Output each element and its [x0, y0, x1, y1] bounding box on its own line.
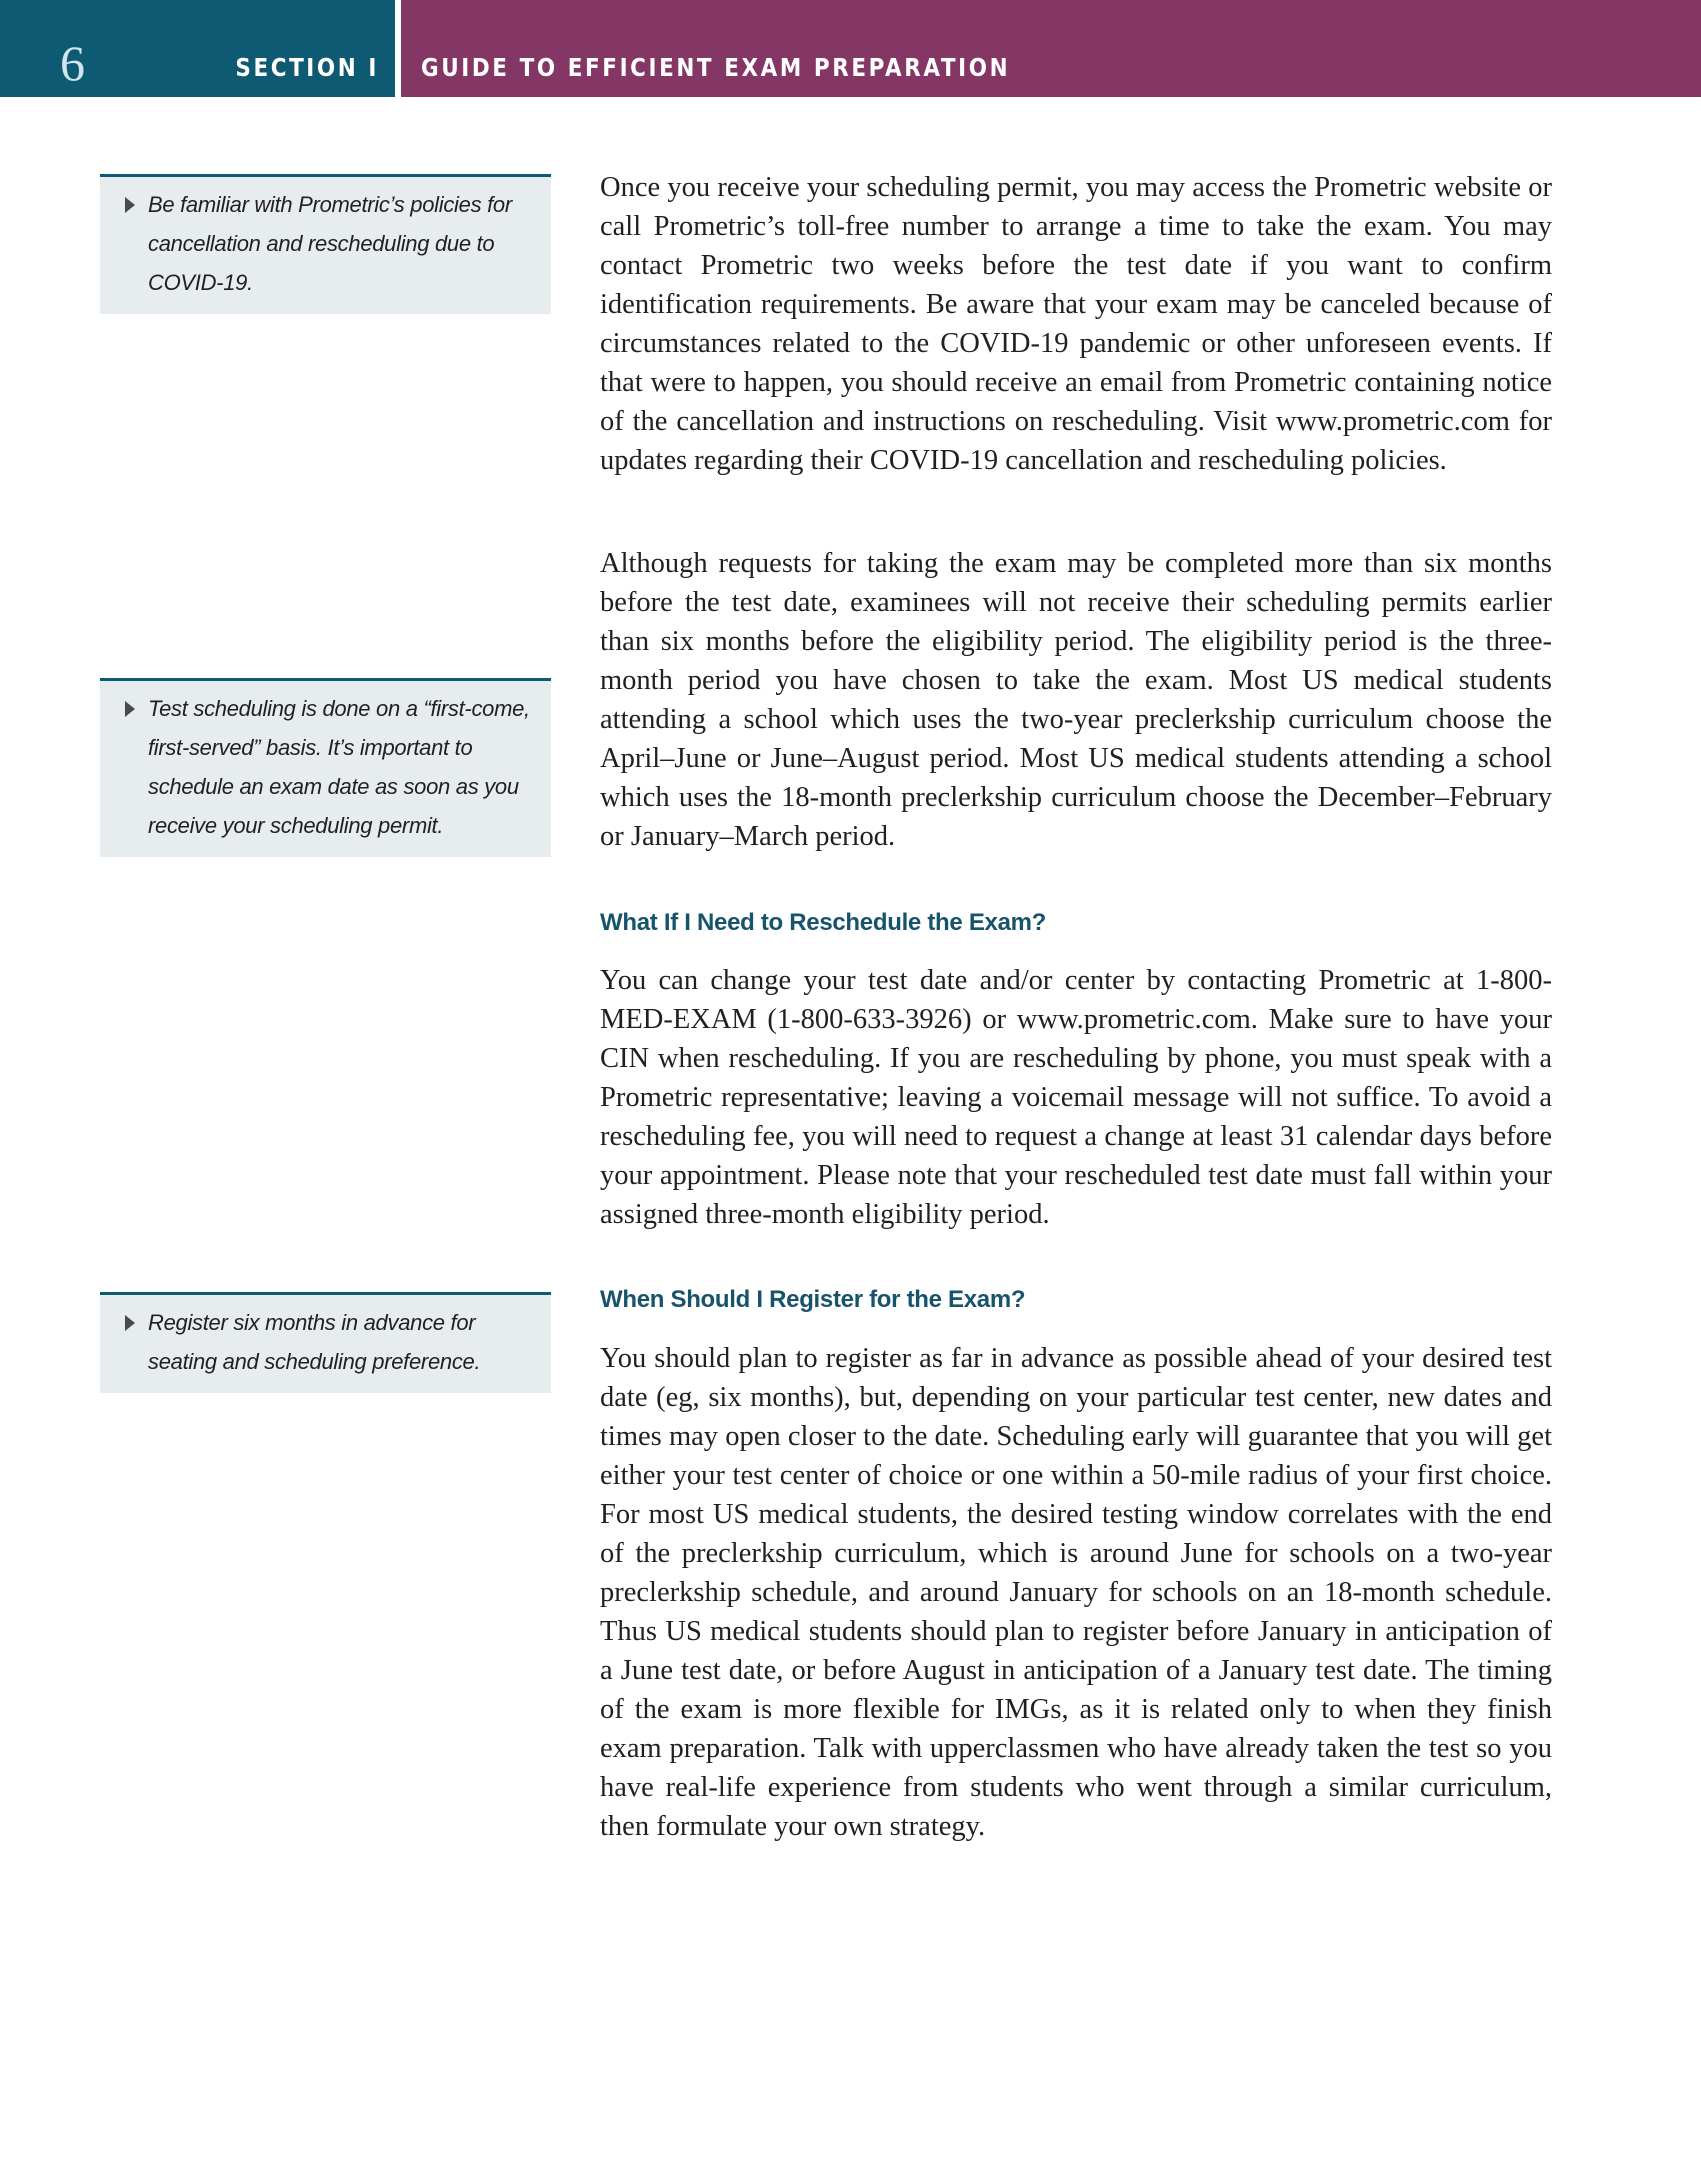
header-section-band — [0, 0, 395, 97]
section-heading: When Should I Register for the Exam? — [600, 1286, 1026, 1313]
body-paragraph: Although requests for taking the exam may be completed more than six months before the test date, examinees will not receive their scheduling permits earlier than six months before the eligibility period. The eligibility period is the three-month period you have chosen to take the exam. Most US medical students attending a school which uses the two-year preclerkship curriculum choose the April–June or June–August period. Most US medical students attending a school which uses the 18-month preclerkship curriculum choose the December–February or January–March period. — [600, 548, 1552, 852]
sidebar-note-text: Test scheduling is done on a “first-come, first-served” basis. It’s important to schedule an exam date as soon as you receive your scheduling permit. — [148, 696, 530, 838]
triangle-bullet-icon — [125, 197, 135, 213]
body-paragraph: Once you receive your scheduling permit, you may access the Prometric website or call Prometric’s toll-free number to arrange a time to take the exam. You may contact Prometric two weeks before the test date if you want to confirm identification requirements. Be aware that your exam may be canceled because of circumstances related to the COVID-19 pandemic or other unforeseen events. If that were to happen, you should receive an email from Prometric containing notice of the cancellation and instructions on rescheduling. Visit www.prometric.com for updates regarding their COVID-19 cancellation and rescheduling policies. — [600, 172, 1552, 476]
body-paragraph: You should plan to register as far in advance as possible ahead of your desired test date (eg, six months), but, depending on your particular test center, new dates and times may open closer to the date. Scheduling early will guarantee that you will get either your test center of choice or one within a 50-mile radius of your first choice. For most US medical students, the desired testing window correlates with the end of the preclerkship curriculum, which is around June for schools on a two-year preclerkship schedule, and around January for schools on an 18-month schedule. Thus US medical students should plan to register before January in anticipation of a June test date, or before August in anticipation of a January test date. The timing of the exam is more flexible for IMGs, as it is related only to when they finish exam preparation. Talk with upperclassmen who have already taken the test so you have real-life experience from students who went through a similar curriculum, then formulate your own strategy. — [600, 1343, 1552, 1842]
body-paragraph: You can change your test date and/or center by contacting Prometric at 1-800-MED-EXAM (1-800-633-3926) or www.prometric.com. Make sure to have your CIN when rescheduling. If you are rescheduling by phone, you must speak with a Prometric representative; leaving a voicemail message will not suffice. To avoid a rescheduling fee, you will need to request a change at least 31 calendar days before your appointment. Please note that your rescheduled test date must fall within your assigned three-month eligibility period. — [600, 965, 1552, 1230]
header-chapter-band — [401, 0, 1701, 97]
triangle-bullet-icon — [125, 1315, 135, 1331]
section-heading: What If I Need to Reschedule the Exam? — [600, 909, 1047, 936]
sidebar-note-text: Be familiar with Prometric’s policies for cancellation and rescheduling due to COVID-19. — [148, 192, 512, 295]
sidebar-note — [100, 678, 551, 857]
sidebar-note-text: Register six months in advance for seating and scheduling preference. — [148, 1310, 481, 1374]
sidebar-note — [100, 174, 551, 314]
page-number: 6 — [60, 35, 85, 91]
sidebar-note — [100, 1292, 551, 1393]
chapter-title: GUIDE TO EFFICIENT EXAM PREPARATION — [421, 53, 1011, 82]
triangle-bullet-icon — [125, 701, 135, 717]
section-label: SECTION I — [235, 53, 379, 82]
